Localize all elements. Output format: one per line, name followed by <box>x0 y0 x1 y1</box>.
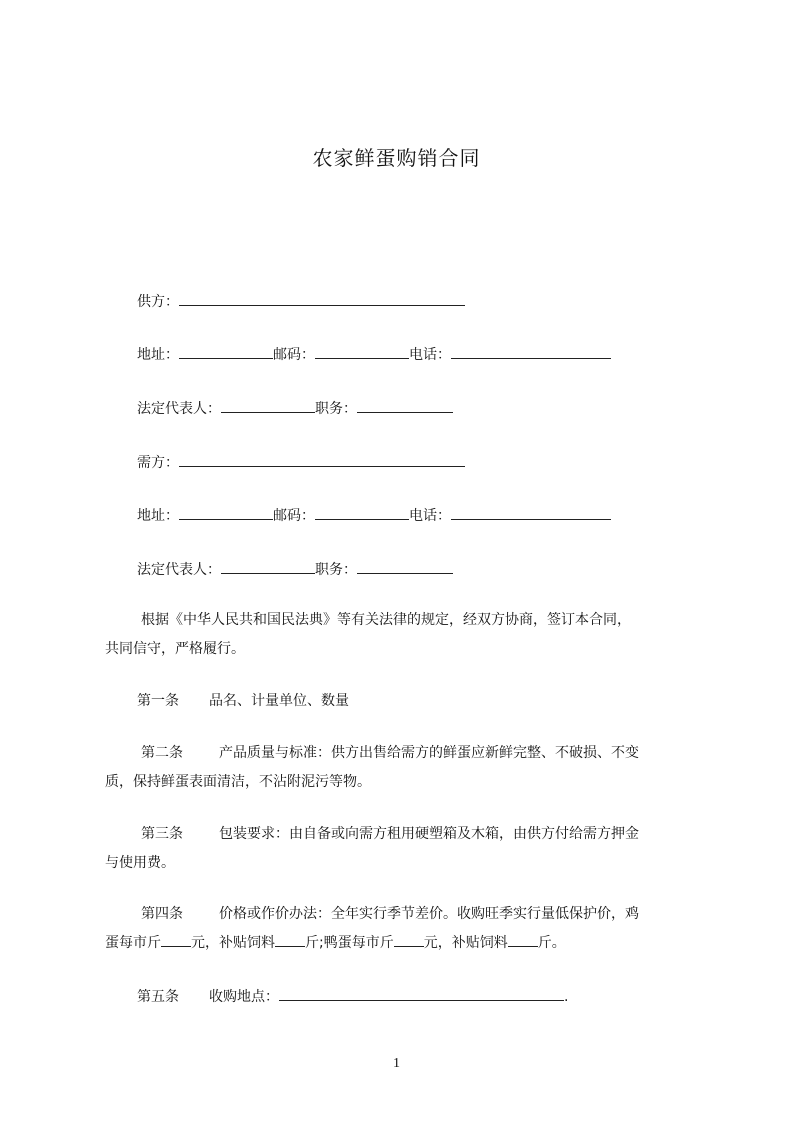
buyer-address-label: 地址： <box>137 508 179 524</box>
article-4-text-b: 元，补贴饲料 <box>191 935 275 951</box>
preamble-paragraph <box>105 606 701 664</box>
supplier-position-blank[interactable] <box>357 398 453 413</box>
article-3-number: 第三条 <box>141 826 183 842</box>
supplier-line <box>137 291 465 312</box>
buyer-contact-line <box>137 505 611 526</box>
supplier-label: 供方： <box>137 294 179 310</box>
supplier-postcode-label: 邮码： <box>273 347 315 363</box>
buyer-position-label: 职务： <box>315 562 357 578</box>
article-1-text: 品名、计量单位、数量 <box>209 693 349 709</box>
article-4-text-c: 斤;鸭蛋每市斤 <box>305 935 394 951</box>
article-1 <box>137 691 349 711</box>
supplier-contact-line <box>137 344 611 365</box>
supplier-address-blank[interactable] <box>179 344 273 359</box>
buyer-label: 需方： <box>137 455 179 471</box>
article-4-text-1: 价格或作价办法：全年实行季节差价。收购旺季实行量低保护价，鸡 <box>219 906 639 922</box>
buyer-line <box>137 452 465 473</box>
article-4-text-d: 元，补贴饲料 <box>423 935 508 951</box>
article-2-line-1 <box>105 739 701 768</box>
buyer-rep-line <box>137 559 453 580</box>
duck-egg-price-blank[interactable] <box>394 932 424 947</box>
article-5-tail: . <box>564 989 569 1005</box>
article-5 <box>137 986 568 1007</box>
buyer-rep-label: 法定代表人： <box>137 562 221 578</box>
buyer-phone-blank[interactable] <box>451 505 611 520</box>
supplier-rep-label: 法定代表人： <box>137 401 221 417</box>
article-4 <box>105 900 701 958</box>
article-1-number: 第一条 <box>137 693 179 709</box>
article-5-text: 收购地点： <box>209 989 279 1005</box>
egg-price-blank[interactable] <box>161 932 191 947</box>
buyer-position-blank[interactable] <box>357 559 453 574</box>
supplier-phone-blank[interactable] <box>451 344 611 359</box>
page-number: 1 <box>393 1056 400 1071</box>
supplier-address-label: 地址： <box>137 347 179 363</box>
duck-feed-blank[interactable] <box>508 932 538 947</box>
article-3-line-1 <box>105 820 701 849</box>
preamble-line-2: 共同信守，严格履行。 <box>105 641 245 657</box>
article-2-line-2: 质，保持鲜蛋表面清洁，不沾附泥污等物。 <box>105 774 371 790</box>
article-4-line-2 <box>105 929 701 958</box>
buyer-phone-label: 电话： <box>409 508 451 524</box>
article-4-text-e: 斤。 <box>537 935 566 951</box>
supplier-name-blank[interactable] <box>179 291 465 306</box>
contract-title: 农家鲜蛋购销合同 <box>312 146 481 170</box>
buyer-rep-blank[interactable] <box>221 559 315 574</box>
article-2 <box>105 739 701 797</box>
egg-feed-blank[interactable] <box>275 932 305 947</box>
supplier-position-label: 职务： <box>315 401 357 417</box>
article-3-line-2: 与使用费。 <box>105 855 175 871</box>
article-3 <box>105 820 701 878</box>
article-2-number: 第二条 <box>141 745 183 761</box>
supplier-rep-blank[interactable] <box>221 398 315 413</box>
article-4-line-1 <box>105 900 701 929</box>
buyer-name-blank[interactable] <box>179 452 465 467</box>
article-5-number: 第五条 <box>137 989 179 1005</box>
article-4-text-a: 蛋每市斤 <box>105 935 161 951</box>
buyer-postcode-blank[interactable] <box>315 505 409 520</box>
preamble-line-1: 根据《中华人民共和国民法典》等有关法律的规定，经双方协商，签订本合同， <box>141 612 631 628</box>
supplier-postcode-blank[interactable] <box>315 344 409 359</box>
article-3-text-1: 包装要求：由自备或向需方租用硬塑箱及木箱，由供方付给需方押金 <box>219 826 639 842</box>
supplier-phone-label: 电话： <box>409 347 451 363</box>
article-2-text-1: 产品质量与标准：供方出售给需方的鲜蛋应新鲜完整、不破损、不变 <box>219 745 639 761</box>
article-4-number: 第四条 <box>141 906 183 922</box>
buyer-postcode-label: 邮码： <box>273 508 315 524</box>
buyer-address-blank[interactable] <box>179 505 273 520</box>
supplier-rep-line <box>137 398 453 419</box>
purchase-location-blank[interactable] <box>279 986 564 1001</box>
